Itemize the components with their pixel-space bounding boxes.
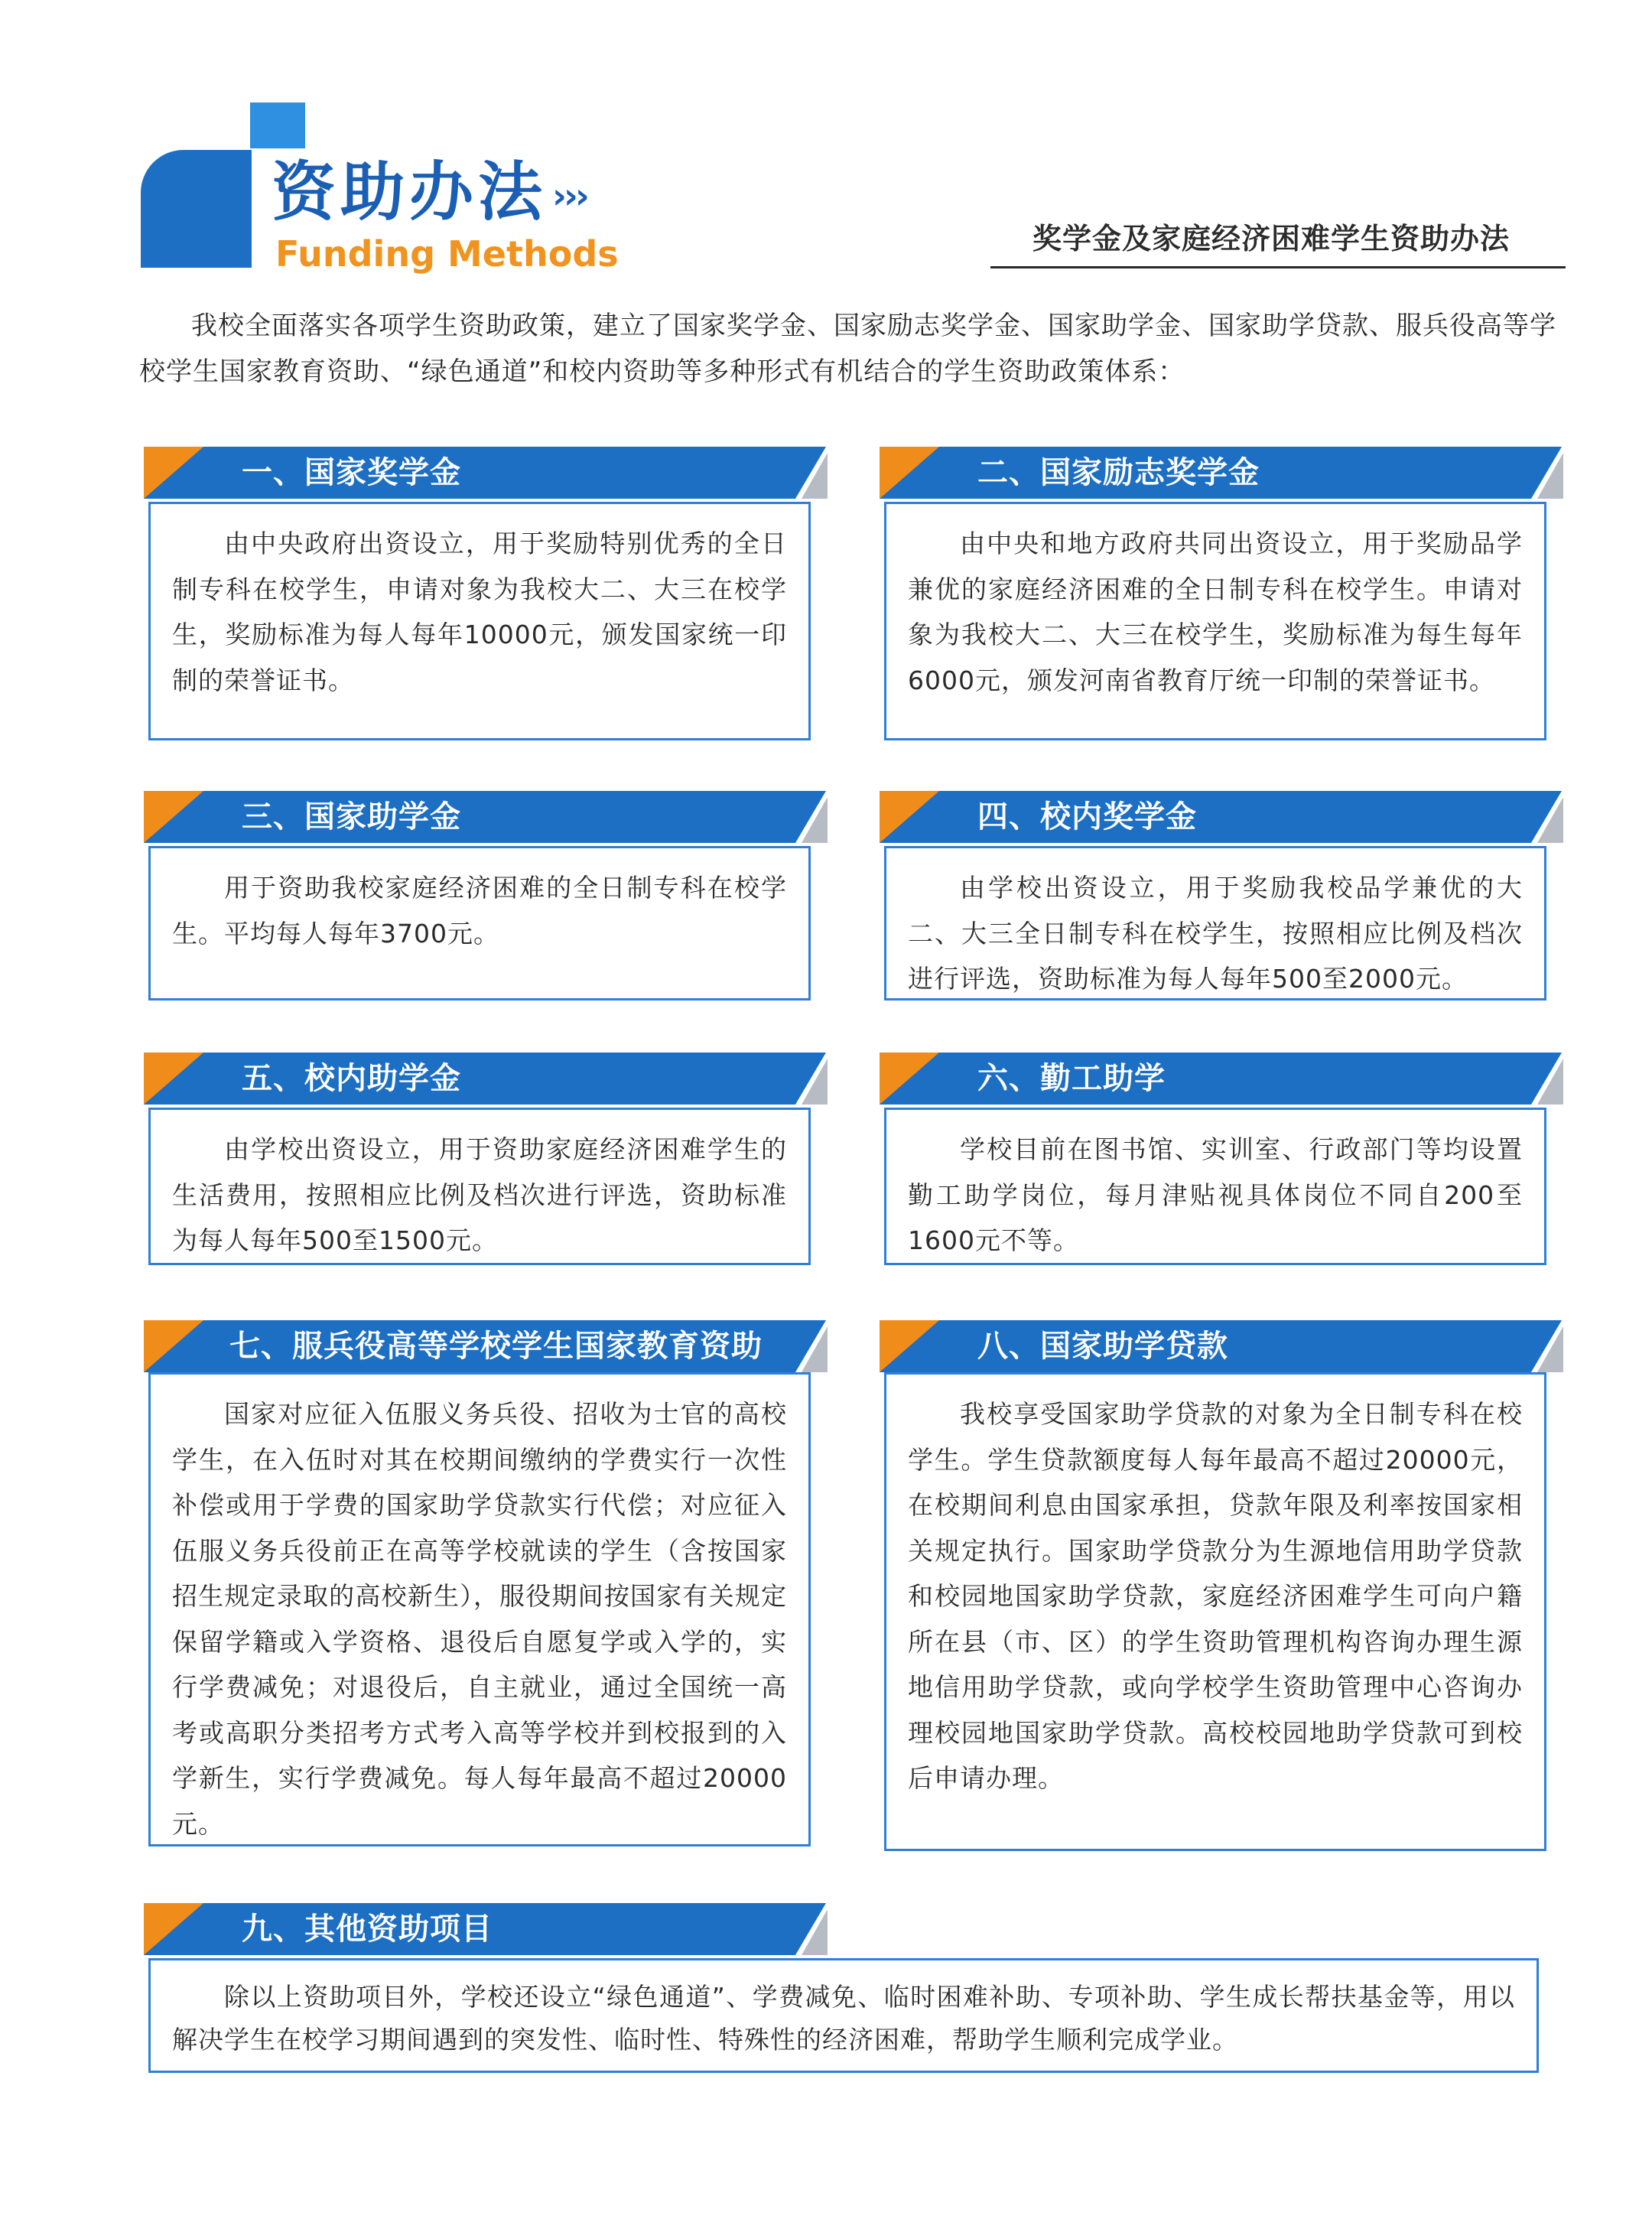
section-header — [880, 1320, 1565, 1372]
section-title: 八、国家助学贷款 — [977, 1329, 1228, 1364]
section-national-scholarship — [144, 447, 829, 695]
section-title: 三、国家助学金 — [242, 799, 461, 835]
section-title: 一、国家奖学金 — [242, 455, 461, 490]
section-body-box — [148, 502, 811, 740]
chevron-right-icon: ››› — [552, 175, 587, 216]
section-body-box — [148, 1958, 1539, 2073]
section-title: 五、校内助学金 — [242, 1061, 461, 1096]
header-decor-block — [141, 150, 252, 268]
section-body: 由学校出资设立，用于资助家庭经济困难学生的生活费用，按照相应比例及档次进行评选，资助标准为每人每年500至1500元。 — [172, 1134, 787, 1255]
section-header — [144, 791, 829, 843]
section-title: 二、国家励志奖学金 — [977, 455, 1260, 490]
section-body-box — [148, 1372, 811, 1846]
section-body-box — [148, 846, 811, 1000]
page-subtitle: 奖学金及家庭经济困难学生资助办法 — [1032, 222, 1511, 255]
section-body-box — [884, 502, 1546, 740]
section-other-aid — [144, 1903, 1543, 2055]
section-body: 由中央政府出资设立，用于奖励特别优秀的全日制专科在校学生，申请对象为我校大二、大三在校学生，奖励标准为每人每年10000元，颁发国家统一印制的荣誉证书。 — [172, 529, 787, 695]
section-header — [144, 1903, 1543, 1955]
section-body-box — [148, 1108, 811, 1265]
section-body: 由学校出资设立，用于奖励我校品学兼优的大二、大三全日制专科在校学生，按照相应比例及档次进行评选，资助标准为每人每年500至2000元。 — [908, 873, 1523, 994]
section-title: 四、校内奖学金 — [977, 799, 1197, 835]
section-header — [880, 791, 1565, 843]
subtitle-underline — [990, 266, 1566, 268]
header-decor-square — [250, 102, 305, 148]
section-body: 国家对应征入伍服义务兵役、招收为士官的高校学生，在入伍时对其在校期间缴纳的学费实行一次性补偿或用于学费的国家助学贷款实行代偿；对应征入伍服义务兵役前正在高等学校就读的学生（含按国家招生规定录取的高校新生），服役期间按国家有关规定保留学籍或入学资格、退役后自愿复学或入学的，实行学费减免；对退役后，自主就业，通过全国统一高考或高职分类招考方式考入高等学校并到校报到的入学新生，实行学费减免。每人每年最高不超过20000元。 — [172, 1399, 787, 1839]
intro-paragraph: 我校全面落实各项学生资助政策，建立了国家奖学金、国家励志奖学金、国家助学金、国家助学贷款、服兵役高等学校学生国家教育资助、“绿色通道”和校内资助等多种形式有机结合的学生资助政策体系： — [139, 311, 1556, 387]
section-school-grant — [144, 1053, 829, 1255]
section-header — [144, 1320, 829, 1372]
section-body: 我校享受国家助学贷款的对象为全日制专科在校学生。学生贷款额度每人每年最高不超过20000元，在校期间利息由国家承担，贷款年限及利率按国家相关规定执行。国家助学贷款分为生源地信用助学贷款和校园地国家助学贷款，家庭经济困难学生可向户籍所在县（市、区）的学生资助管理机构咨询办理生源地信用助学贷款，或向学校学生资助管理中心咨询办理校园地国家助学贷款。高校校园地助学贷款可到校后申请办理。 — [908, 1399, 1523, 1793]
section-national-student-loan — [880, 1320, 1565, 1793]
section-header — [144, 1053, 829, 1105]
section-title: 九、其他资助项目 — [242, 1912, 493, 1947]
section-header — [880, 1053, 1565, 1105]
section-work-study — [880, 1053, 1565, 1255]
section-body-box — [884, 1372, 1546, 1851]
section-body-box — [884, 846, 1546, 1000]
section-national-encouragement-scholarship — [880, 447, 1565, 695]
section-title: 六、勤工助学 — [977, 1061, 1166, 1096]
section-body: 学校目前在图书馆、实训室、行政部门等均设置勤工助学岗位，每月津贴视具体岗位不同自200至1600元不等。 — [908, 1134, 1523, 1255]
section-body: 由中央和地方政府共同出资设立，用于奖励品学兼优的家庭经济困难的全日制专科在校学生。申请对象为我校大二、大三在校学生，奖励标准为每生每年6000元，颁发河南省教育厅统一印制的荣誉证书。 — [908, 529, 1523, 695]
section-header — [144, 447, 829, 499]
page-title: 资助办法 — [272, 155, 548, 229]
section-national-grant — [144, 791, 829, 948]
section-body-box — [884, 1108, 1546, 1265]
section-title: 七、服兵役高等学校学生国家教育资助 — [229, 1329, 763, 1364]
section-school-scholarship — [880, 791, 1565, 994]
section-body: 除以上资助项目外，学校还设立“绿色通道”、学费减免、临时困难补助、专项补助、学生成长帮扶基金等，用以解决学生在校学习期间遇到的突发性、临时性、特殊性的经济困难，帮助学生顺利完成学业。 — [172, 1982, 1515, 2055]
section-military-service-aid — [144, 1320, 829, 1839]
section-body: 用于资助我校家庭经济困难的全日制专科在校学生。平均每人每年3700元。 — [172, 873, 787, 948]
page-title-en: Funding Methods — [275, 233, 619, 275]
section-header — [880, 447, 1565, 499]
